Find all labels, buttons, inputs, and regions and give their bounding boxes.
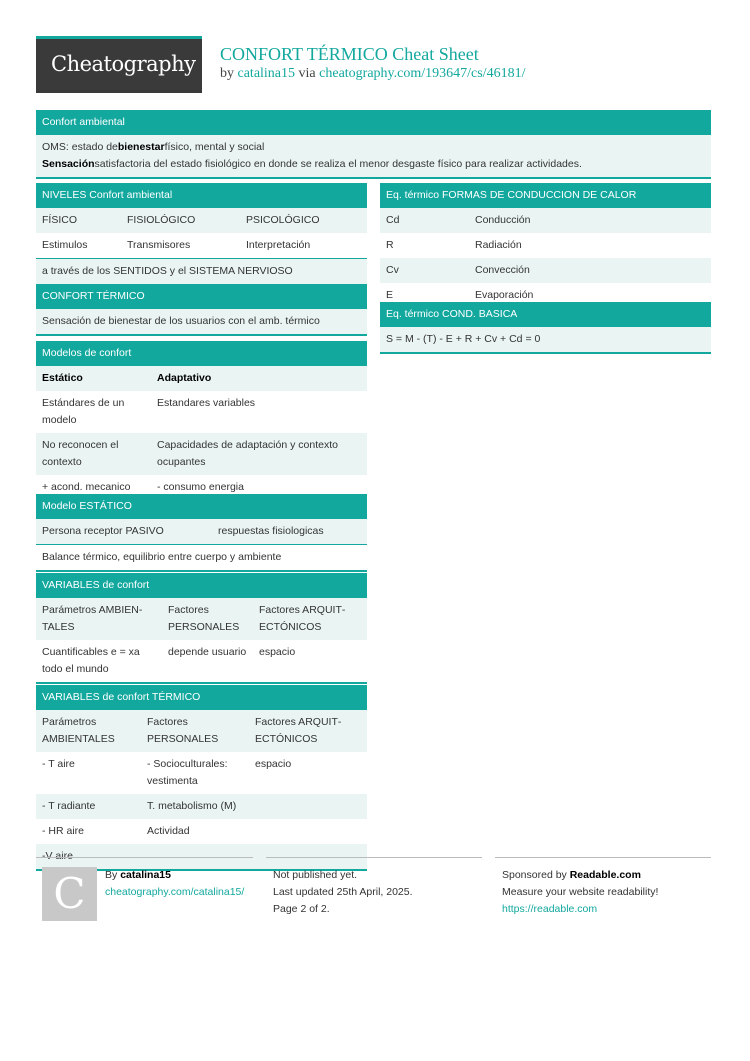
sponsor-name[interactable]: Readable.com [569,869,641,881]
section-heading: VARIABLES de confort [36,573,367,598]
section-cond-basica [380,302,711,354]
formula-row: S = M - (T) - E + R + Cv + Cd = 0 [380,327,711,352]
table-row: R Radiación [386,239,522,251]
section-modelos [36,341,367,502]
section-variables-termico [36,685,367,871]
footer-sponsor: Sponsored by Readable.com Measure your website readability! https://readable.com [495,857,711,927]
section-heading: VARIABLES de confort TÉRMICO [36,685,367,710]
table-row: Parámetros AMBIENTALES Factores PERSONALES Factores ARQUITECTÓNICOS [36,710,367,752]
table-row: - T radiante T. metabolismo (M) [36,794,367,819]
text-line: OMS: estado de bienestar físico, mental y social [42,141,265,153]
table-row: Sensación de bienestar de los usuarios con el amb. térmico [36,309,367,334]
sponsor-link[interactable]: https://readable.com [502,903,598,915]
section-heading: CONFORT TÉRMICO [36,284,367,309]
table-header-row: Estático Adaptativo [36,366,367,391]
table-row: Persona receptor PASIVO respuestas fisiologicas [36,519,367,545]
author-link[interactable]: catalina15 [237,66,296,81]
title-block [220,44,525,82]
logo-text: Cheatography [51,52,196,76]
table-row: Cd Conducción [380,208,711,233]
text-line: Sensación satisfactoria del estado fisiológico en donde se realiza el menor desgaste físico para realizar actividades. [42,158,582,170]
page-title: CONFORT TÉRMICO Cheat Sheet [220,44,479,64]
table-row: Balance térmico, equilibrio entre cuerpo y ambiente [42,551,282,563]
footer-status: Not published yet. Last updated 25th April, 2025. Page 2 of 2. [266,857,482,927]
table-row: a través de los SENTIDOS y el SISTEMA NERVIOSO [36,259,367,284]
byline: by catalina15 via cheatography.com/193647/cs/46181/ [220,66,526,81]
section-variables [36,573,367,684]
cheatography-logo[interactable] [36,36,202,93]
footer-author-link[interactable]: cheatography.com/catalina15/ [105,886,245,898]
table-row: Estándares de un modelo Estandares variables [42,397,256,426]
section-heading: Confort ambiental [36,110,711,135]
section-heading: Eq. térmico COND. BASICA [380,302,711,327]
table-row: No reconocen el contexto Capacidades de adaptación y contexto ocupantes [36,433,367,475]
table-row: - HR aire Actividad [42,825,190,837]
section-heading: NIVELES Confort ambiental [36,183,367,208]
page-footer [36,857,711,927]
table-row: Parámetros AMBIENTALES Factores PERSONALES Factores ARQUITECTÓNICOS [36,598,367,640]
footer-author: C By catalina15 cheatography.com/catalina15/ [36,857,253,927]
section-confort-termico [36,284,367,336]
section-heading: Eq. térmico FORMAS DE CONDUCCION DE CALOR [380,183,711,208]
table-row: E Evaporación [386,289,534,301]
table-row: Estimulos Transmisores Interpretación [36,233,367,259]
table-row: - T aire - Socioculturales: vestimenta espacio [42,758,292,787]
footer-author-name[interactable]: catalina15 [120,869,171,881]
section-heading: Modelos de confort [36,341,367,366]
section-confort-ambiental [36,110,711,179]
avatar[interactable]: C [42,867,97,921]
table-row: + acond. mecanico - consumo energia [42,481,244,493]
sheet-url-link[interactable]: cheatography.com/193647/cs/46181/ [319,66,526,81]
table-row: Cv Convección [380,258,711,283]
section-niveles [36,183,367,286]
section-formas-conduccion [380,183,711,310]
table-row: FÍSICO FISIOLÓGICO PSICOLÓGICO [36,208,367,233]
section-modelo-estatico [36,494,367,572]
table-row: -V aire [36,844,367,869]
section-heading: Modelo ESTÁTICO [36,494,367,519]
table-row: Cuantificables e = xa todo el mundo depende usuario espacio [42,646,296,675]
